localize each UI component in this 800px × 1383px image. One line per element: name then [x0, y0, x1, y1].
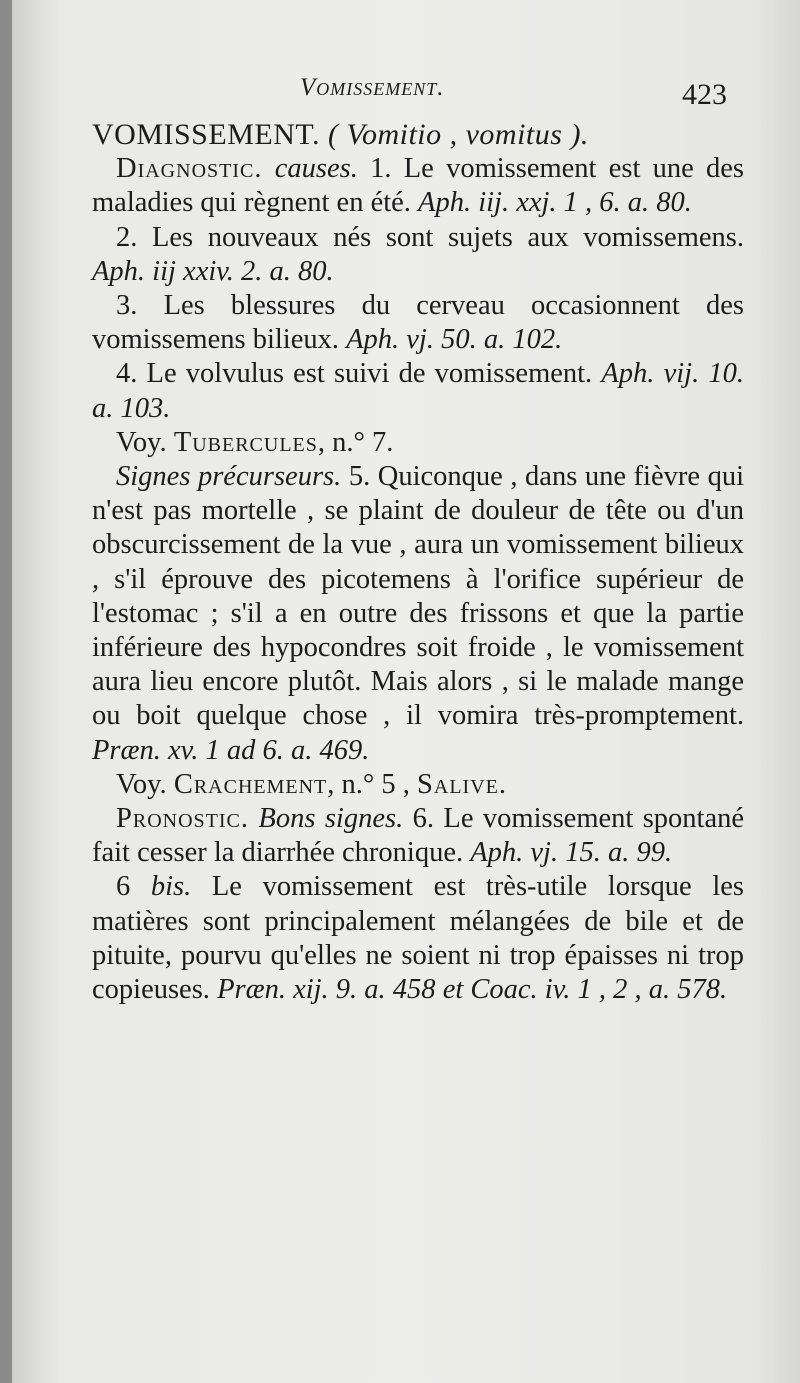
- subsection-label: Signes précurseurs.: [116, 461, 342, 493]
- bis-marker: bis.: [150, 871, 192, 903]
- paragraph-2: [92, 221, 744, 289]
- see-also-1: [92, 426, 744, 460]
- reference: Præn. xij. 9. a. 458: [217, 974, 436, 1006]
- cross-reference: Tubercules: [173, 426, 318, 458]
- subsection-label: causes.: [274, 153, 358, 185]
- reference: Aph. vij. 10. a. 103.: [92, 358, 744, 424]
- cross-reference-number: , n.° 7.: [317, 426, 394, 458]
- page-number: 423: [682, 78, 727, 111]
- subsection-label: Bons signes.: [258, 803, 404, 835]
- page-body: [92, 118, 744, 1007]
- running-head: Vomissement.: [300, 74, 445, 101]
- paragraph-4: [92, 357, 744, 425]
- entry-latin: ( Vomitio , vomitus ).: [327, 118, 589, 151]
- entry-title: VOMISSEMENT.: [92, 118, 320, 151]
- reference: Coac. iv. 1 , 2 , a. 578.: [470, 974, 728, 1006]
- paragraph-text: 6. Le vomissement spontané fait cesser la diarrhée chronique.: [92, 803, 745, 869]
- reference: Aph. vj. 50. a. 102.: [346, 324, 563, 356]
- see-prefix: Voy.: [116, 768, 167, 800]
- paragraph-number: 6: [116, 871, 131, 903]
- reference: Aph. iij xxiv. 2. a. 80.: [92, 255, 334, 287]
- page-gutter: [0, 0, 12, 1383]
- cross-reference: Salive.: [417, 768, 508, 800]
- section-label-pronostic: Pronostic.: [116, 803, 249, 835]
- paragraph-text: 3. Les blessures du cerveau occasionnent des vomissemens bilieux.: [92, 290, 744, 356]
- see-prefix: Voy.: [116, 426, 167, 458]
- conjunction: et: [442, 974, 464, 1006]
- cross-reference: Crachement: [173, 768, 328, 800]
- paragraph-5: [92, 460, 744, 768]
- paragraph-text: 5. Quiconque , dans une fièvre qui n'est pas mortelle , se plaint de douleur de tête ou d'un obscurcissement de la vue , aura un vomissement bilieux , s'il éprouve des picotemens à l'orifice supérieur de l'estomac ; s'il a en outre des frissons et que la partie inférieure des hypocondres soit froide , le vomissement aura lieu encore plutôt. Mais alors , si le malade mange ou boit quelque chose , il vomira très-promptement.: [92, 461, 744, 732]
- cross-reference-number: , n.° 5 ,: [327, 768, 410, 800]
- paragraph-text: 4. Le volvulus est suivi de vomissement.: [116, 358, 593, 390]
- section-label-diagnostic: Diagnostic.: [116, 153, 263, 185]
- paragraph-3: [92, 289, 744, 357]
- paragraph-text: Le vomissement est très-utile lorsque les matières sont principalement mélangées de bile et de pituite, pourvu qu'elles ne soient ni trop épaisses ni trop copieuses.: [92, 871, 744, 1006]
- paragraph-text: 1. Le vomissement est une des maladies qui règnent en été.: [92, 153, 745, 219]
- paragraph-6: [92, 802, 744, 870]
- reference: Præn. xv. 1 ad 6. a. 469.: [92, 734, 370, 766]
- paragraph-text: 2. Les nouveaux nés sont sujets aux vomissemens.: [116, 221, 744, 253]
- see-also-2: [92, 768, 744, 802]
- book-page: [12, 0, 800, 1383]
- reference: Aph. vj. 15. a. 99.: [470, 837, 673, 869]
- paragraph-1: [92, 152, 744, 220]
- reference: Aph. iij. xxj. 1 , 6. a. 80.: [418, 187, 692, 219]
- paragraph-7: [92, 870, 744, 1007]
- entry-heading: [92, 118, 744, 152]
